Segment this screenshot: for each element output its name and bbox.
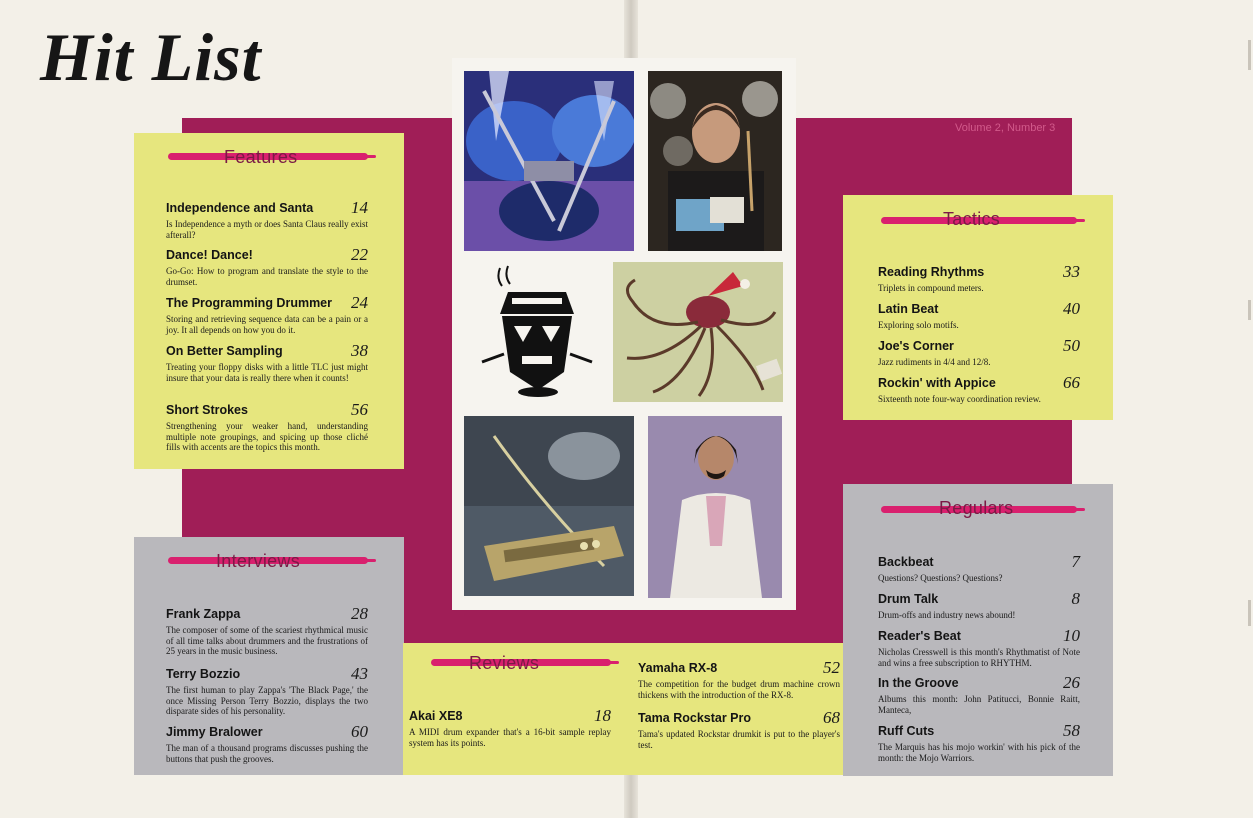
reviews-item[interactable]: Tama Rockstar Pro 68 Tama's updated Rockstar drumkit is put to the player's test. <box>638 708 840 750</box>
tactics-item[interactable]: Rockin' with Appice 66 Sixteenth note four-way coordination review. <box>878 373 1080 404</box>
frank-zappa-photo <box>648 416 782 598</box>
page-title: Hit List <box>40 19 262 95</box>
reviews-item[interactable]: Akai XE8 18 A MIDI drum expander that's a 16-bit sample replay system has its points. <box>409 706 611 748</box>
reviews-heading: Reviews <box>403 653 861 683</box>
regulars-panel <box>843 484 1113 776</box>
volume-label: Volume 2, Number 3 <box>955 122 1056 134</box>
regulars-item[interactable]: Reader's Beat 10 Nicholas Cresswell is this month's Rhythmatist of Note and wins a free subscription to RHYTHM. <box>878 626 1080 668</box>
tribal-mask-illustration <box>478 262 596 400</box>
interviews-item[interactable]: Jimmy Bralower 60 The man of a thousand programs discusses pushing the buttons that push the grooves. <box>166 722 368 764</box>
tactics-heading: Tactics <box>843 209 1113 239</box>
interviews-heading: Interviews <box>134 551 404 581</box>
reviews-panel <box>403 643 861 775</box>
octopus-illustration <box>613 262 783 402</box>
regulars-heading: Regulars <box>843 498 1113 528</box>
tactics-item[interactable]: Reading Rhythms 33 Triplets in compound meters. <box>878 262 1080 293</box>
page-edge-mark <box>1248 40 1251 70</box>
regulars-item[interactable]: Backbeat 7 Questions? Questions? Questions? <box>878 552 1080 583</box>
tactics-item[interactable]: Latin Beat 40 Exploring solo motifs. <box>878 299 1080 330</box>
tactics-panel <box>843 195 1113 420</box>
interviews-item[interactable]: Frank Zappa 28 The composer of some of the scariest rhythmical music of all time talks about drummers and the frustrations of 25 years in the music business. <box>166 604 368 656</box>
drummer-portrait-photo <box>648 71 782 251</box>
features-heading: Features <box>134 147 404 177</box>
features-item[interactable]: Dance! Dance! 22 Go-Go: How to program and translate the style to the drumset. <box>166 245 368 287</box>
regulars-item[interactable]: Ruff Cuts 58 The Marquis has his mojo workin' with his pick of the month: the Mojo Warriors. <box>878 721 1080 763</box>
features-item[interactable]: Short Strokes 56 Strengthening your weaker hand, understanding multiple note groupings, and spicing up those cliché fills with accents are the topics this month. <box>166 400 368 452</box>
page-edge-mark <box>1248 600 1251 626</box>
features-item[interactable]: Independence and Santa 14 Is Independence a myth or does Santa Claus really exist afterall? <box>166 198 368 240</box>
drum-machine-photo <box>464 416 634 596</box>
interviews-item[interactable]: Terry Bozzio 43 The first human to play Zappa's 'The Black Page,' the once Missing Person Terry Bozzio, displays the two disparate sides of his personality. <box>166 664 368 716</box>
regulars-item[interactable]: In the Groove 26 Albums this month: John Patitucci, Bonnie Raitt, Manteca, <box>878 673 1080 715</box>
features-item[interactable]: The Programming Drummer 24 Storing and retrieving sequence data can be a pain or a joy. It all depends on how you do it. <box>166 293 368 335</box>
tactics-item[interactable]: Joe's Corner 50 Jazz rudiments in 4/4 and 12/8. <box>878 336 1080 367</box>
features-panel <box>134 133 404 469</box>
reviews-item[interactable]: Yamaha RX-8 52 The competition for the budget drum machine crown thickens with the introduction of the RX-8. <box>638 658 840 700</box>
page-edge-mark <box>1248 300 1251 320</box>
regulars-item[interactable]: Drum Talk 8 Drum-offs and industry news abound! <box>878 589 1080 620</box>
features-item[interactable]: On Better Sampling 38 Treating your floppy disks with a little TLC just might insure that your data is really there when it counts! <box>166 341 368 383</box>
drumkit-photo <box>464 71 634 251</box>
interviews-panel <box>134 537 404 775</box>
